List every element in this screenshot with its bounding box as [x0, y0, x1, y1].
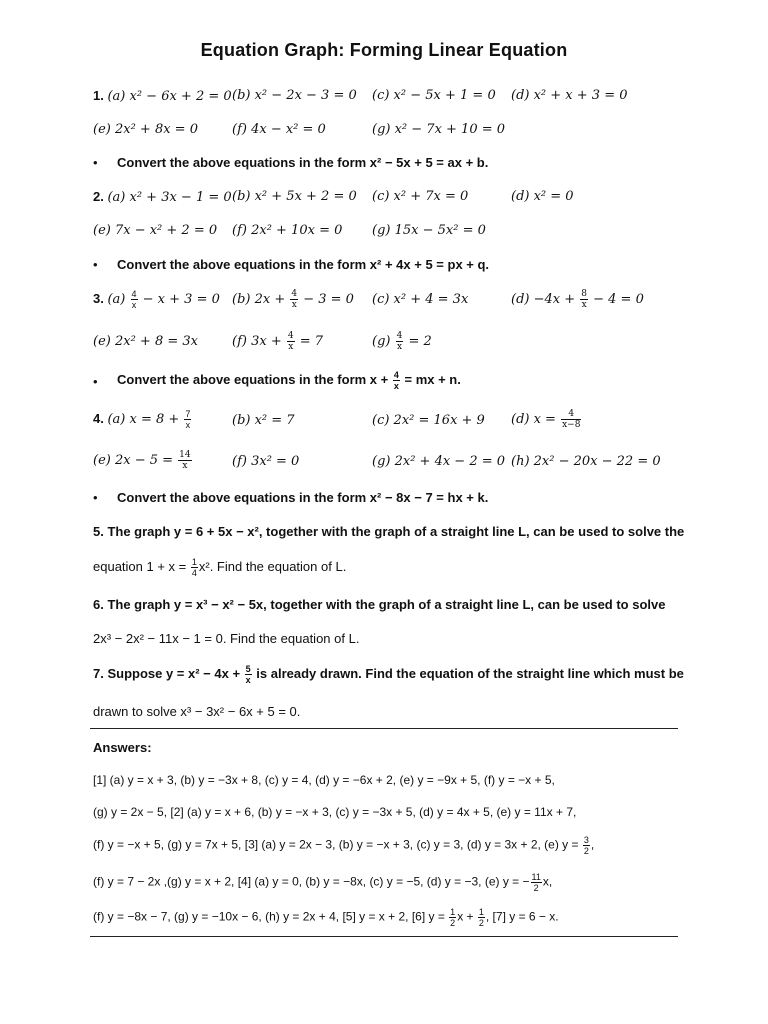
q3-a: 3. (a) $\frac{4}{x}$ − x + 3 = 0 — [93, 289, 220, 310]
q2-instruction: Convert the above equations in the form x² + 4x + 5 = px + q. — [117, 257, 490, 272]
fraction: $\frac{1}{2}$ — [478, 907, 484, 928]
q1-number: 1. — [93, 88, 104, 103]
answers-line-4: (f) y = 7 − 2x ,(g) y = x + 2, [4] (a) y = 0, (b) y = −8x, (c) y = −5, (d) y = −3, (e) y = − $\frac{11}{2}$ x, — [93, 872, 553, 893]
q2-row1-item: (a) x² + 3x − 1 = 0 — [107, 190, 232, 205]
q4-d: (d) x = $\frac{4}{x-8}$ — [511, 409, 581, 430]
answers-line-2: (g) y = 2x − 5, [2] (a) y = x + 6, (b) y = −x + 3, (c) y = −3x + 5, (d) y = 4x + 5, (e) y = 11x + 7, — [93, 805, 577, 819]
fraction: $\frac{1}{2}$ — [450, 907, 456, 928]
q4-b: (b) x² = 7 — [232, 413, 295, 428]
answers-line-1: [1] (a) y = x + 3, (b) y = −3x + 8, (c) y = 4, (d) y = −6x + 2, (e) y = −9x + 5, (f) y = −x + 5, — [93, 773, 555, 787]
fraction: $\frac{11}{2}$ — [531, 872, 541, 893]
q3-c: (c) x² + 4 = 3x — [372, 292, 469, 307]
fraction: $\frac{4}{x}$ — [393, 370, 399, 391]
q2-f: (f) 2x² + 10x = 0 — [232, 223, 343, 238]
fraction: $\frac{5}{x}$ — [245, 664, 251, 685]
divider-bottom — [90, 936, 678, 937]
q7-line2: drawn to solve x³ − 3x² − 6x + 5 = 0. — [93, 704, 301, 719]
q2-g: (g) 15x − 5x² = 0 — [372, 223, 486, 238]
bullet-icon: • — [93, 374, 98, 389]
q1-g: (g) x² − 7x + 10 = 0 — [372, 122, 506, 137]
q4-c: (c) 2x² = 16x + 9 — [372, 413, 485, 428]
q1-a — [93, 88, 232, 104]
q3-instruction: Convert the above equations in the form x + $\frac{4}{x}$ = mx + n. — [117, 370, 461, 391]
bullet-icon: • — [93, 490, 98, 505]
answers-line-5: (f) y = −8x − 7, (g) y = −10x − 6, (h) y = 2x + 4, [5] y = x + 2, [6] y = $\frac{1}{2}$ x + $\frac{1}{2}$ , [7] y = 6 − x. — [93, 907, 559, 928]
page-title: Equation Graph: Forming Linear Equation — [200, 40, 568, 60]
q4-f: (f) 3x² = 0 — [232, 454, 300, 469]
answers-line-3: (f) y = −x + 5, (g) y = 7x + 5, [3] (a) y = 2x − 3, (b) y = −x + 3, (c) y = 3, (d) y = 3x + 2, (e) y = $\frac{3}{2}$ , — [93, 835, 595, 856]
q1-instruction: Convert the above equations in the form x² − 5x + 5 = ax + b. — [117, 155, 489, 170]
q3-b: (b) 2x + $\frac{4}{x}$ − 3 = 0 — [232, 289, 354, 310]
q2-c: (c) x² + 7x = 0 — [372, 189, 469, 204]
q3-f: (f) 3x + $\frac{4}{x}$ = 7 — [232, 331, 324, 352]
divider-top — [90, 728, 678, 729]
q4-e: (e) 2x − 5 = $\frac{14}{x}$ — [93, 450, 191, 471]
fraction: $\frac{4}{x}$ — [291, 289, 298, 310]
fraction: $\frac{7}{x}$ — [185, 409, 191, 430]
q3-g: (g) $\frac{4}{x}$ = 2 — [372, 331, 432, 352]
fraction: $\frac{4}{x}$ — [131, 289, 137, 310]
q1-b: (b) x² − 2x − 3 = 0 — [232, 88, 357, 103]
q2-e: (e) 7x − x² + 2 = 0 — [93, 223, 218, 238]
q7-line1: 7. Suppose y = x² − 4x + $\frac{5}{x}$ is already drawn. Find the equation of the straight line which must be — [93, 664, 684, 685]
fraction: $\frac{4}{x}$ — [287, 331, 294, 352]
q4-number: 4. — [93, 410, 104, 426]
q1-f: (f) 4x − x² = 0 — [232, 122, 326, 137]
fraction: $\frac{3}{2}$ — [583, 835, 589, 856]
q2-b: (b) x² + 5x + 2 = 0 — [232, 189, 357, 204]
q4-g: (g) 2x² + 4x − 2 = 0 — [372, 454, 506, 469]
q1-c: (c) x² − 5x + 1 = 0 — [372, 88, 496, 103]
q1-row1-item: (a) x² − 6x + 2 = 0 — [107, 89, 232, 104]
q6-line1: 6. The graph y = x³ − x² − 5x, together with the graph of a straight line L, can be used to solve — [93, 597, 666, 612]
answers-heading: Answers: — [93, 740, 152, 755]
q1-d: (d) x² + x + 3 = 0 — [511, 88, 628, 103]
fraction: $\frac{8}{x}$ — [581, 289, 587, 310]
q2-number: 2. — [93, 189, 104, 204]
q2-d: (d) x² = 0 — [511, 189, 574, 204]
q4-h: (h) 2x² − 20x − 22 = 0 — [511, 454, 661, 469]
fraction: $\frac{14}{x}$ — [179, 450, 191, 471]
q1-e: (e) 2x² + 8x = 0 — [93, 122, 198, 137]
fraction: $\frac{4}{x-8}$ — [562, 409, 581, 430]
q3-e: (e) 2x² + 8 = 3x — [93, 334, 198, 349]
fraction: $\frac{1}{4}$ — [191, 557, 197, 578]
bullet-icon: • — [93, 257, 98, 272]
q2-a — [93, 189, 232, 205]
q5-line1: 5. The graph y = 6 + 5x − x², together with the graph of a straight line L, can be used to solve the — [93, 524, 685, 539]
q4-instruction: Convert the above equations in the form x² − 8x − 7 = hx + k. — [117, 490, 489, 505]
q3-number: 3. — [93, 290, 104, 306]
fraction: $\frac{4}{x}$ — [396, 331, 403, 352]
q5-line2: equation 1 + x = $\frac{1}{4}$ x². Find the equation of L. — [93, 557, 347, 578]
bullet-icon: • — [93, 155, 98, 170]
q4-a: 4. (a) x = 8 + $\frac{7}{x}$ — [93, 409, 191, 430]
q3-d: (d) −4x + $\frac{8}{x}$ − 4 = 0 — [511, 289, 644, 310]
q6-line2: 2x³ − 2x² − 11x − 1 = 0. Find the equation of L. — [93, 631, 360, 646]
